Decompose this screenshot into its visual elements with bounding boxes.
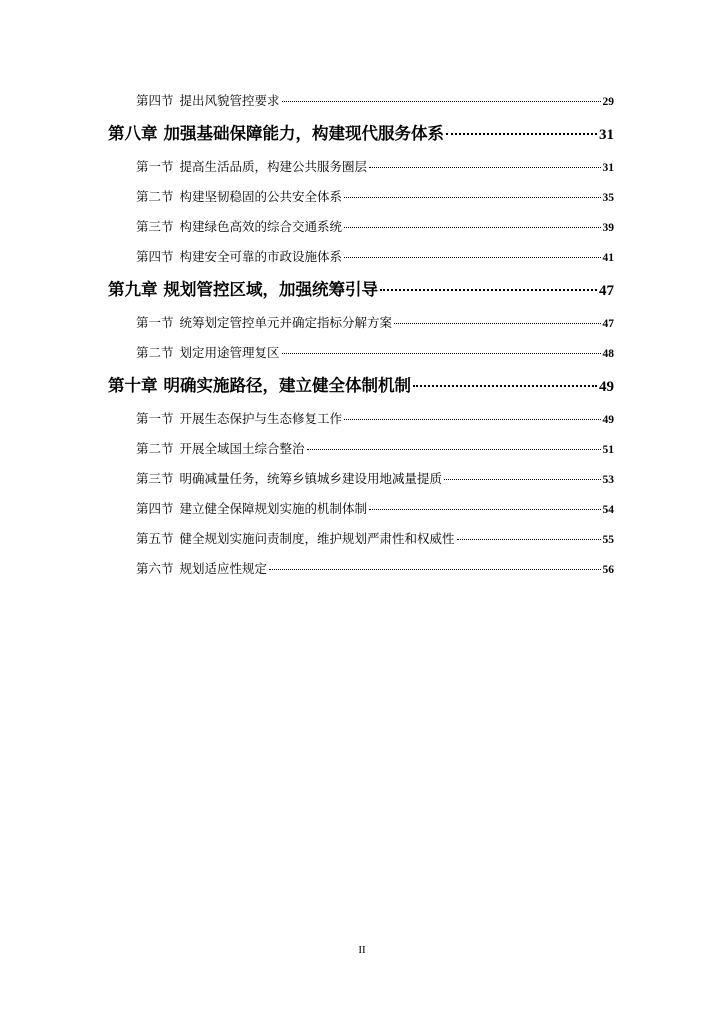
toc-section-entry[interactable] <box>108 494 614 524</box>
toc-entry-number: 第四节 <box>136 94 174 108</box>
toc-entry-number: 第一节 <box>136 316 174 330</box>
toc-entry-page-number: 47 <box>599 283 614 299</box>
toc-entry-number: 第六节 <box>136 562 174 576</box>
toc-entry-title: 规划管控区域，加强统筹引导 <box>163 280 378 299</box>
toc-entry-page-number: 31 <box>602 162 614 174</box>
toc-dot-leader <box>307 449 601 450</box>
toc-entry-page-number: 41 <box>602 252 614 264</box>
toc-section-entry[interactable] <box>108 242 614 272</box>
toc-entry-page-number: 49 <box>599 379 614 395</box>
toc-entry-page-number: 47 <box>602 318 614 330</box>
toc-entry-page-number: 31 <box>599 127 614 143</box>
toc-entry-number: 第二节 <box>136 442 174 456</box>
toc-entry-page-number: 39 <box>602 222 614 234</box>
toc-entry-number: 第二节 <box>136 346 174 360</box>
toc-entry-number: 第四节 <box>136 250 174 264</box>
table-of-contents <box>108 86 614 584</box>
toc-entry-page-number: 54 <box>602 504 614 516</box>
toc-entry-title: 规划适应性规定 <box>179 562 268 576</box>
toc-entry-page-number: 56 <box>602 564 614 576</box>
toc-entry-number: 第九章 <box>108 280 158 299</box>
toc-dot-leader <box>344 419 600 420</box>
toc-chapter-entry[interactable] <box>108 272 614 308</box>
toc-dot-leader <box>444 479 600 480</box>
toc-entry-title: 明确减量任务，统筹乡镇城乡建设用地减量提质 <box>179 472 443 486</box>
toc-entry-title: 提出风貌管控要求 <box>179 94 280 108</box>
toc-entry-page-number: 29 <box>602 96 614 108</box>
toc-dot-leader <box>380 289 597 291</box>
toc-section-entry[interactable] <box>108 182 614 212</box>
toc-entry-title: 构建安全可靠的市政设施体系 <box>179 250 343 264</box>
toc-entry-title: 构建坚韧稳固的公共安全体系 <box>179 190 343 204</box>
toc-section-entry[interactable] <box>108 524 614 554</box>
toc-entry-page-number: 51 <box>602 444 614 456</box>
toc-entry-title: 明确实施路径，建立健全体制机制 <box>163 376 411 395</box>
toc-dot-leader <box>369 167 600 168</box>
toc-entry-page-number: 53 <box>602 474 614 486</box>
toc-dot-leader <box>269 569 600 570</box>
toc-dot-leader <box>369 509 600 510</box>
toc-dot-leader <box>413 385 597 387</box>
toc-section-entry[interactable] <box>108 338 614 368</box>
toc-dot-leader <box>457 539 601 540</box>
toc-entry-number: 第一节 <box>136 412 174 426</box>
toc-entry-title: 划定用途管理复区 <box>179 346 280 360</box>
toc-dot-leader <box>282 101 601 102</box>
toc-dot-leader <box>344 257 600 258</box>
toc-entry-number: 第十章 <box>108 376 158 395</box>
toc-section-entry[interactable] <box>108 434 614 464</box>
toc-entry-number: 第四节 <box>136 502 174 516</box>
toc-entry-page-number: 55 <box>602 534 614 546</box>
toc-entry-title: 统筹划定管控单元并确定指标分解方案 <box>179 316 393 330</box>
toc-entry-title: 提高生活品质，构建公共服务圈层 <box>179 160 368 174</box>
toc-section-entry[interactable] <box>108 308 614 338</box>
toc-entry-number: 第三节 <box>136 220 174 234</box>
toc-entry-page-number: 35 <box>602 192 614 204</box>
toc-dot-leader <box>344 227 600 228</box>
toc-section-entry[interactable] <box>108 152 614 182</box>
toc-entry-title: 开展生态保护与生态修复工作 <box>179 412 343 426</box>
page-number: II <box>358 944 366 956</box>
toc-section-entry[interactable] <box>108 464 614 494</box>
toc-dot-leader <box>282 353 601 354</box>
toc-section-entry[interactable] <box>108 212 614 242</box>
toc-dot-leader <box>344 197 600 198</box>
toc-entry-number: 第三节 <box>136 472 174 486</box>
toc-section-entry[interactable] <box>108 86 614 116</box>
toc-section-entry[interactable] <box>108 404 614 434</box>
toc-entry-number: 第五节 <box>136 532 174 546</box>
toc-entry-number: 第一节 <box>136 160 174 174</box>
toc-entry-title: 健全规划实施问责制度，维护规划严肃性和权威性 <box>179 532 455 546</box>
toc-entry-number: 第八章 <box>108 124 158 143</box>
toc-entry-title: 加强基础保障能力，构建现代服务体系 <box>163 124 444 143</box>
toc-section-entry[interactable] <box>108 554 614 584</box>
toc-entry-title: 开展全域国土综合整治 <box>179 442 305 456</box>
toc-dot-leader <box>446 133 597 135</box>
toc-entry-title: 建立健全保障规划实施的机制体制 <box>179 502 368 516</box>
toc-dot-leader <box>394 323 600 324</box>
toc-entry-page-number: 48 <box>602 348 614 360</box>
toc-chapter-entry[interactable] <box>108 368 614 404</box>
toc-entry-number: 第二节 <box>136 190 174 204</box>
toc-entry-page-number: 49 <box>602 414 614 426</box>
toc-chapter-entry[interactable] <box>108 116 614 152</box>
toc-entry-title: 构建绿色高效的综合交通系统 <box>179 220 343 234</box>
